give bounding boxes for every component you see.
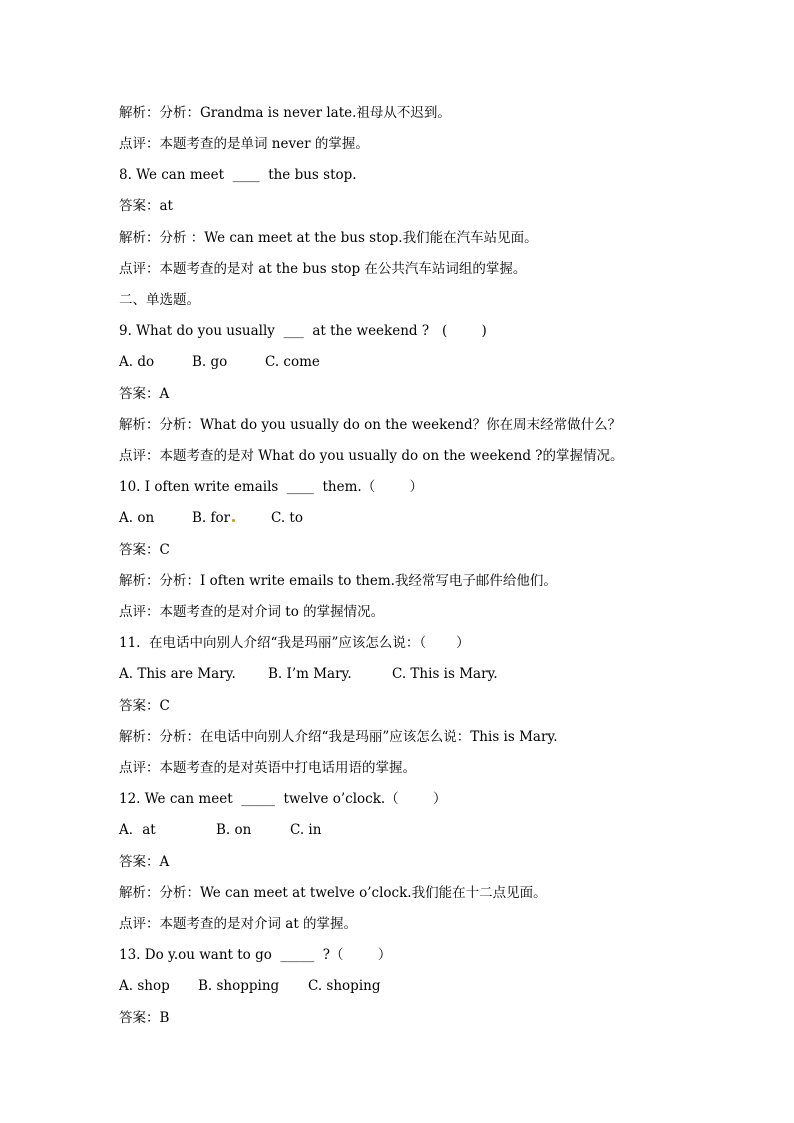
- comment-9: 点评：本题考查的是对 What do you usually do on the weekend ?的掌握情况。: [119, 448, 624, 464]
- answer-9: 答案：A: [119, 386, 170, 402]
- question-11: 11. 在电话中向别人介绍“我是玛丽”应该怎么说：（ ）: [119, 635, 470, 651]
- option-a-q13: A. shop: [119, 978, 170, 994]
- option-c-q10: C. to: [271, 510, 303, 526]
- option-c-q13: C. shoping: [308, 978, 381, 994]
- option-c-q11: C. This is Mary.: [392, 666, 498, 682]
- option-a-q11: A. This are Mary.: [119, 666, 236, 682]
- comment-line-q7: 点评：本题考查的是单词 never 的掌握。: [119, 136, 369, 152]
- question-10: 10. I often write emails ____ them.（ ）: [119, 479, 424, 495]
- question-12: 12. We can meet _____ twelve o’clock.（ ）: [119, 791, 447, 807]
- analysis-9: 解析：分析：What do you usually do on the weekend？你在周末经常做什么？: [119, 417, 622, 433]
- stray-mark: [232, 519, 235, 522]
- option-a-q10: A. on: [119, 510, 155, 526]
- option-a-q12: A．at: [119, 822, 156, 838]
- option-c-q12: C. in: [290, 822, 322, 838]
- analysis-line-q7: 解析：分析：Grandma is never late.祖母从不迟到。: [119, 105, 451, 121]
- answer-13: 答案：B: [119, 1010, 170, 1026]
- answer-11: 答案：C: [119, 698, 170, 714]
- question-9: 9. What do you usually ___ at the weekend ? ( ): [119, 323, 487, 339]
- question-13: 13. Do y.ou want to go _____ ?（ ）: [119, 947, 392, 963]
- answer-12: 答案：A: [119, 854, 170, 870]
- analysis-12: 解析：分析：We can meet at twelve o’clock.我们能在十二点见面。: [119, 885, 547, 901]
- comment-10: 点评：本题考查的是对介词 to 的掌握情况。: [119, 604, 385, 620]
- analysis-10: 解析：分析：I often write emails to them.我经常写电子邮件给他们。: [119, 573, 557, 589]
- comment-8: 点评：本题考查的是对 at the bus stop 在公共汽车站词组的掌握。: [119, 261, 527, 277]
- answer-10: 答案：C: [119, 542, 170, 558]
- question-8: 8. We can meet ____ the bus stop.: [119, 167, 357, 183]
- option-b-q9: B. go: [192, 354, 228, 370]
- analysis-8: 解析：分析 ：We can meet at the bus stop.我们能在汽车站见面。: [119, 230, 538, 246]
- option-b-q10: B. for: [192, 510, 231, 526]
- section-heading-single-choice: 二、单选题。: [119, 292, 200, 308]
- comment-12: 点评：本题考查的是对介词 at 的掌握。: [119, 916, 358, 932]
- answer-8: 答案：at: [119, 198, 173, 214]
- comment-11: 点评：本题考查的是对英语中打电话用语的掌握。: [119, 760, 416, 776]
- analysis-11: 解析：分析：在电话中向别人介绍“我是玛丽”应该怎么说：This is Mary.: [119, 729, 558, 745]
- option-b-q11: B. I’m Mary.: [268, 666, 352, 682]
- option-a-q9: A. do: [119, 354, 155, 370]
- option-b-q12: B. on: [216, 822, 252, 838]
- option-c-q9: C. come: [265, 354, 320, 370]
- option-b-q13: B. shopping: [198, 978, 280, 994]
